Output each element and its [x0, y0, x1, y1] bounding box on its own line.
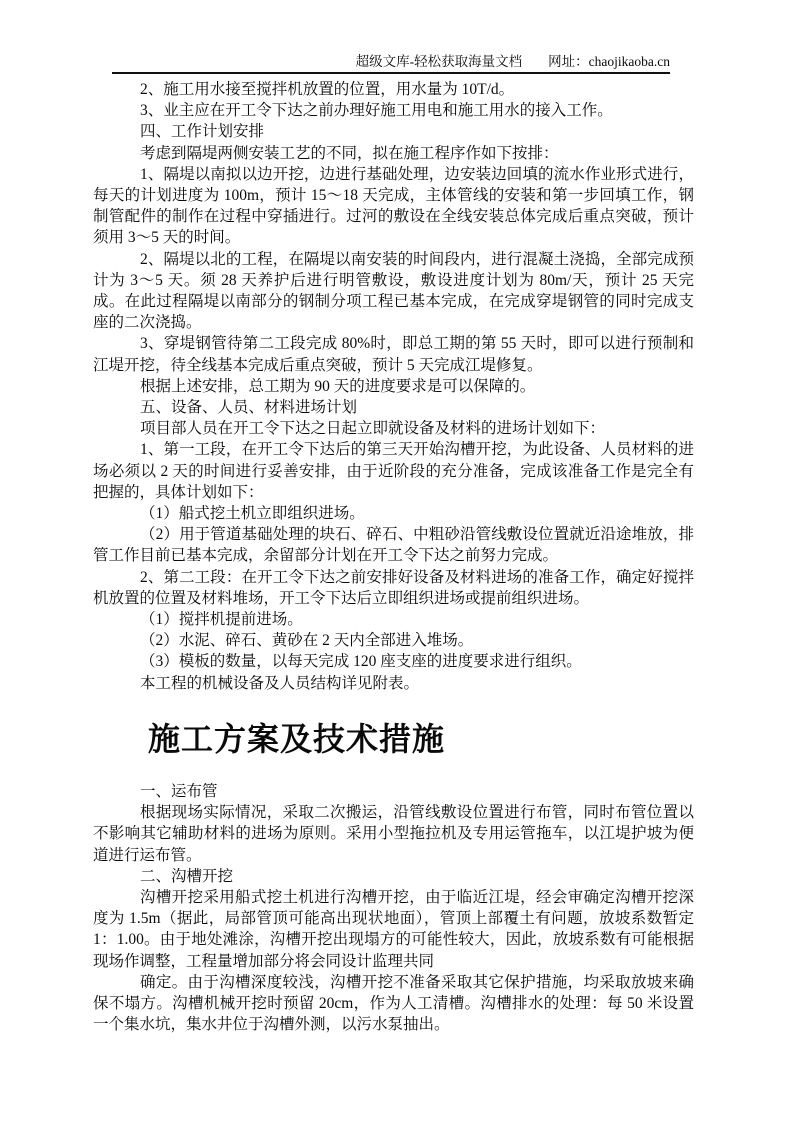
- paragraph: 五、设备、人员、材料进场计划: [140, 399, 358, 417]
- header-url-label: 网址：chaojikaoba.cn: [548, 54, 670, 69]
- header-rule: [112, 72, 670, 74]
- paragraph: （3）模板的数量，以每天完成 120 座支座的进度要求进行组织。: [140, 653, 582, 671]
- paragraph: 3、业主应在开工令下达之前办理好施工用电和施工用水的接入工作。: [140, 102, 613, 120]
- page-header: [356, 53, 670, 71]
- paragraph: 1、第一工段，在开工令下达后的第三天开始沟槽开挖，为此设备、人员材料的进场必须以 2 天的时间进行妥善安排，由于近阶段的充分准备，完成该准备工作是完全有把握的，具体计划如下：: [93, 441, 694, 501]
- paragraph: 根据上述安排，总工期为 90 天的进度要求是可以保障的。: [140, 377, 536, 395]
- paragraph: （2）水泥、碎石、黄砂在 2 天内全部进入堆场。: [140, 632, 474, 650]
- paragraph: 本工程的机械设备及人员结构详见附表。: [140, 674, 420, 692]
- paragraph: 四、工作计划安排: [140, 123, 265, 141]
- paragraph: 1、隔堤以南拟以边开挖，边进行基础处理，边安装边回填的流水作业形式进行，每天的计划进度为 100m，预计 15～18 天完成，主体管线的安装和第一步回填工作，钢制管配件的制作在过程中穿插进行。过河的敷设在全线安装总体完成后重点突破，预计须用 3～5 天的时间。: [93, 165, 694, 247]
- paragraph: 2、第二工段：在开工令下达之前安排好设备及材料进场的准备工作，确定好搅拌机放置的位置及材料堆场，开工令下达后立即组织进场或提前组织进场。: [93, 568, 694, 607]
- paragraph: 一、运布管: [140, 782, 218, 800]
- paragraph: 考虑到隔堤两侧安装工艺的不同，拟在施工程序作如下按排：: [140, 144, 559, 162]
- paragraph: 二、沟槽开挖: [140, 867, 234, 885]
- section-title: 施工方案及技术措施: [148, 720, 446, 757]
- paragraph: 2、隔堤以北的工程，在隔堤以南安装的时间段内，进行混凝土浇捣，全部完成预计为 3～5 天。须 28 天养护后进行明管敷设，敷设进度计划为 80m/天，预计 25 天完成。在此过程隔堤以南部分的钢制分项工程已基本完成，在完成穿堤钢管的同时完成支座的二次浇捣。: [93, 250, 694, 332]
- document-body: [93, 79, 694, 1035]
- paragraph: 根据现场实际情况，采取二次搬运，沿管线敷设位置进行布管，同时布管位置以不影响其它辅助材料的进场为原则。采用小型拖拉机及专用运管拖车，以江堤护坡为便道进行运布管。: [93, 804, 694, 864]
- paragraph: 沟槽开挖采用船式挖土机进行沟槽开挖，由于临近江堤，经会审确定沟槽开挖深度为 1.5m（据此，局部管顶可能高出现状地面），管顶上部覆土有问题，放坡系数暂定 1：1.00。由于地处滩涂，沟槽开挖出现塌方的可能性较大，因此，放坡系数有可能根据现场作调整，工程量增加部分将会同设计监理共同: [93, 888, 694, 970]
- paragraph: （1）船式挖土机立即组织进场。: [140, 505, 365, 523]
- paragraph: 3、穿堤钢管待第二工段完成 80%时，即总工期的第 55 天时，即可以进行预制和江堤开挖，待全线基本完成后重点突破，预计 5 天完成江堤修复。: [93, 335, 694, 374]
- paragraph: 项目部人员在开工令下达之日起立即就设备及材料的进场计划如下：: [140, 420, 606, 438]
- paragraph: （2）用于管道基础处理的块石、碎石、中粗砂沿管线敷设位置就近沿途堆放，排管工作目前已基本完成，余留部分计划在开工令下达之前努力完成。: [93, 526, 694, 565]
- paragraph: （1）搅拌机提前进场。: [140, 611, 303, 629]
- paragraph: 2、施工用水接至搅拌机放置的位置，用水量为 10T/d。: [140, 81, 515, 98]
- paragraph: 确定。由于沟槽深度较浅，沟槽开挖不准备采取其它保护措施，均采取放坡来确保不塌方。沟槽机械开挖时预留 20cm，作为人工清槽。沟槽排水的处理：每 50 米设置一个集水坑，集水井位于沟槽外测，以污水泵抽出。: [93, 973, 694, 1034]
- header-site-label: 超级文库-轻松获取海量文档: [355, 54, 523, 69]
